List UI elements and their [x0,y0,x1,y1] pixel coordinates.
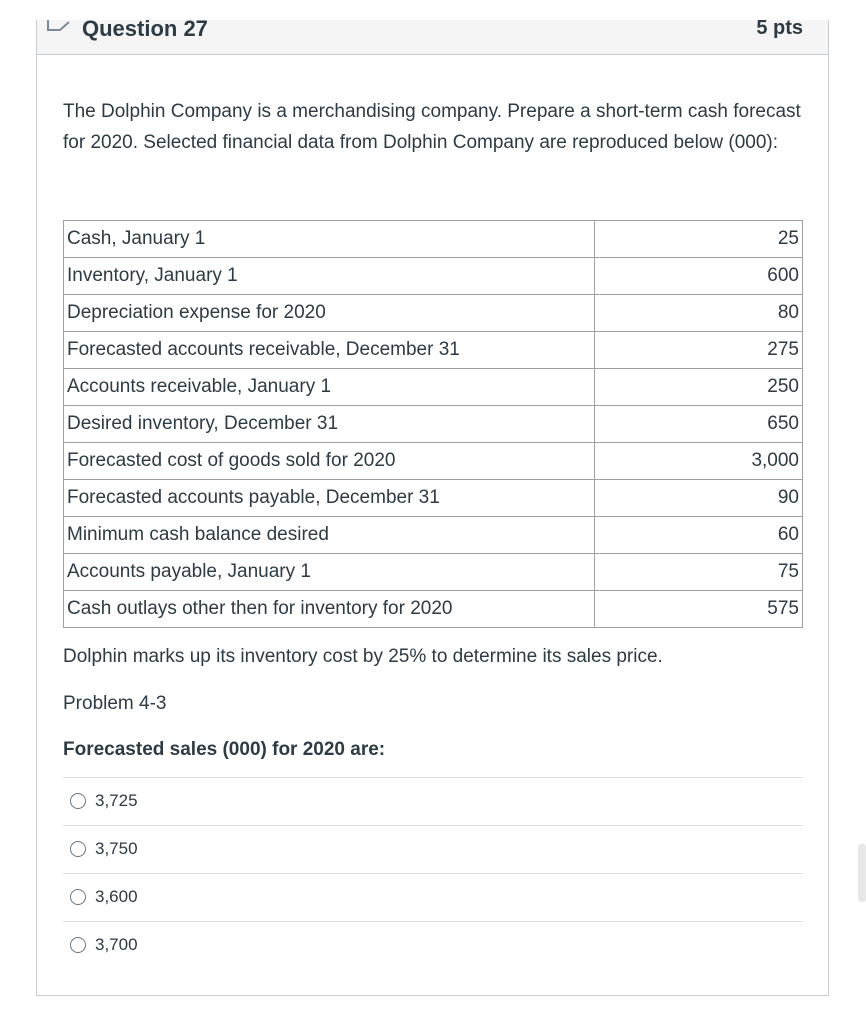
answer-option[interactable] [63,873,803,921]
row-label: Forecasted accounts receivable, December 31 [64,332,595,369]
answer-list [63,777,803,969]
answer-option[interactable] [63,825,803,873]
radio-button[interactable] [70,793,86,809]
radio-button[interactable] [70,889,86,905]
table-row [64,369,803,406]
question-header [37,16,828,55]
row-label: Cash outlays other then for inventory for 2020 [64,591,595,628]
row-value: 650 [595,406,803,443]
question-intro: The Dolphin Company is a merchandising company. Prepare a short-term cash forecast for 2020. Selected financial data from Dolphin Company are reproduced below (000): [63,101,801,153]
row-label: Depreciation expense for 2020 [64,295,595,332]
row-value: 90 [595,480,803,517]
table-row [64,406,803,443]
bookmark-flag-icon[interactable] [47,20,71,32]
answer-label[interactable]: 3,725 [95,791,138,810]
row-label: Desired inventory, December 31 [64,406,595,443]
row-value: 25 [595,221,803,258]
table-row [64,554,803,591]
answer-label[interactable]: 3,700 [95,935,138,954]
markup-note: Dolphin marks up its inventory cost by 25% to determine its sales price. [63,646,663,667]
question-prompt: Forecasted sales (000) for 2020 are: [63,739,386,760]
question-title: Question 27 [82,16,208,41]
answer-label[interactable]: 3,600 [95,887,138,906]
row-label: Forecasted accounts payable, December 31 [64,480,595,517]
question-card [36,16,829,996]
table-row [64,480,803,517]
row-label: Cash, January 1 [64,221,595,258]
row-label: Accounts receivable, January 1 [64,369,595,406]
scrollbar-thumb[interactable] [858,844,866,902]
row-value: 250 [595,369,803,406]
row-value: 75 [595,554,803,591]
row-value: 575 [595,591,803,628]
row-value: 80 [595,295,803,332]
answer-label[interactable]: 3,750 [95,839,138,858]
row-label: Minimum cash balance desired [64,517,595,554]
row-label: Accounts payable, January 1 [64,554,595,591]
radio-button[interactable] [70,841,86,857]
table-row [64,295,803,332]
table-row [64,443,803,480]
row-value: 275 [595,332,803,369]
row-value: 600 [595,258,803,295]
answer-option[interactable] [63,921,803,969]
row-value: 60 [595,517,803,554]
table-row [64,332,803,369]
row-value: 3,000 [595,443,803,480]
table-row [64,258,803,295]
table-row [64,221,803,258]
row-label: Forecasted cost of goods sold for 2020 [64,443,595,480]
question-points: 5 pts [756,17,803,39]
answer-option[interactable] [63,777,803,825]
radio-button[interactable] [70,937,86,953]
row-label: Inventory, January 1 [64,258,595,295]
financial-data-table [63,220,803,628]
table-row [64,517,803,554]
table-row [64,591,803,628]
problem-label: Problem 4-3 [63,693,167,714]
question-body [63,96,803,954]
